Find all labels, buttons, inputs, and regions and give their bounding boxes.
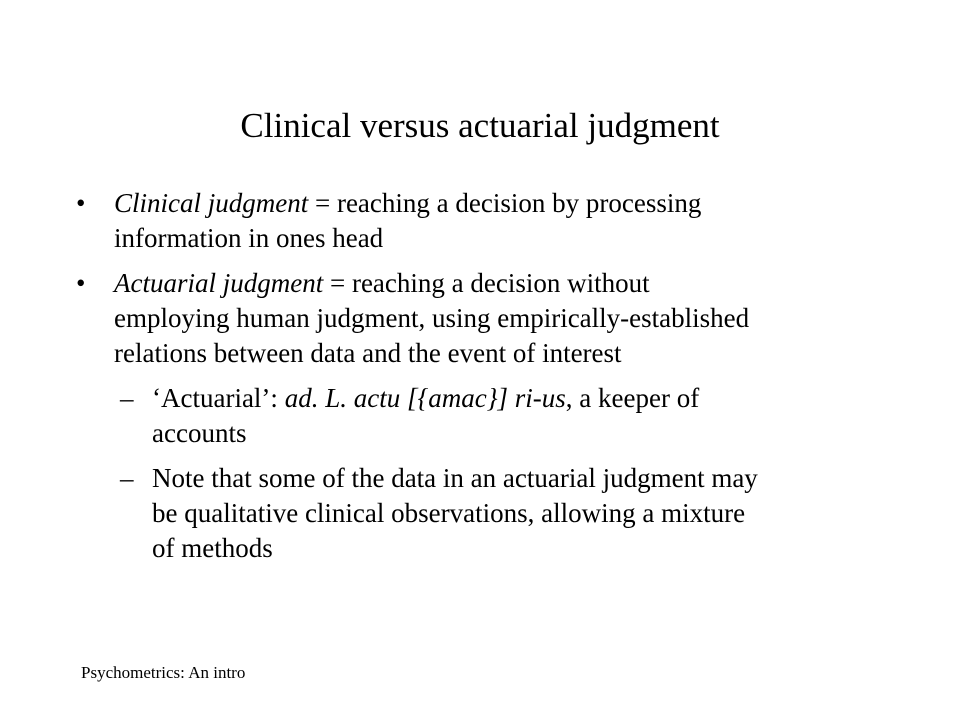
subbullet-suffix: , a keeper of xyxy=(565,383,700,413)
subbullet-actuarial-etymology xyxy=(76,381,888,451)
dash-icon: – xyxy=(120,463,134,493)
bullet-line xyxy=(114,266,888,301)
bullet-text: employing human judgment, using empirically-established xyxy=(114,303,750,333)
subbullet-text: be qualitative clinical observations, allowing a mixture xyxy=(152,498,746,528)
slide-title: Clinical versus actuarial judgment xyxy=(240,106,720,145)
bullet-text: information in ones head xyxy=(114,223,384,253)
bullet-line xyxy=(114,186,888,221)
subbullet-line xyxy=(152,381,888,416)
bullet-clinical-judgment xyxy=(76,186,888,256)
bullet-text: = reaching a decision by processing xyxy=(308,188,702,218)
subbullet-prefix: ‘Actuarial’: xyxy=(152,383,285,413)
subbullet-text: Note that some of the data in an actuarial judgment may xyxy=(152,463,758,493)
bullet-text: = reaching a decision without xyxy=(323,268,650,298)
term-actuarial-judgment: Actuarial judgment xyxy=(114,268,324,298)
bullet-actuarial-judgment xyxy=(76,266,888,371)
slide-content xyxy=(76,186,888,576)
subbullet-qualitative-note xyxy=(76,461,888,566)
bullet-text: relations between data and the event of interest xyxy=(114,338,622,368)
bullet-dot-icon: • xyxy=(76,188,86,218)
etymology-italic: ad. L. actu [{amac}] ri-us xyxy=(284,383,566,413)
term-clinical-judgment: Clinical judgment xyxy=(114,188,309,218)
subbullet-text: accounts xyxy=(152,418,247,448)
bullet-dot-icon: • xyxy=(76,268,86,298)
slide-footer: Psychometrics: An intro xyxy=(81,663,246,682)
subbullet-text: of methods xyxy=(152,533,273,563)
dash-icon: – xyxy=(120,383,134,413)
